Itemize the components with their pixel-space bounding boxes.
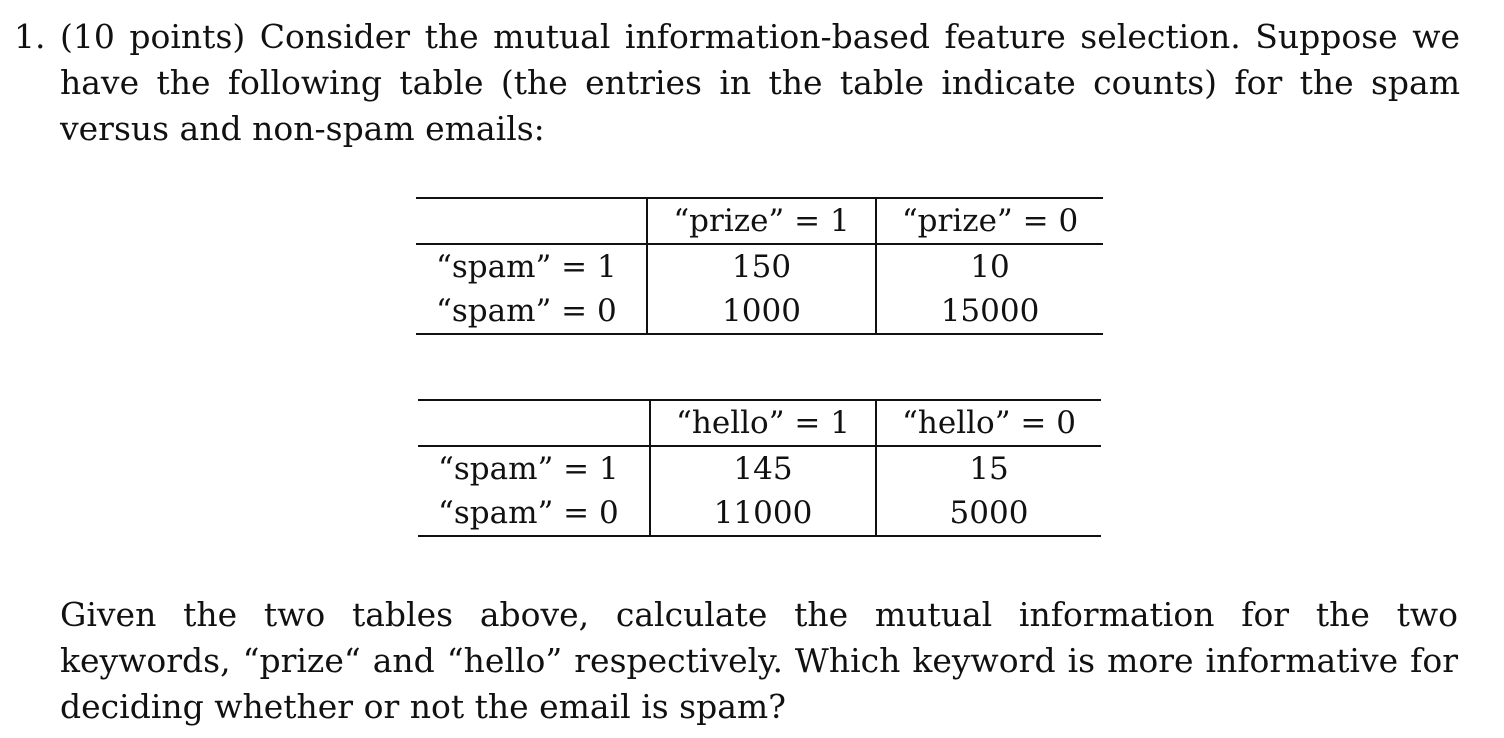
question-number: 1.: [14, 17, 46, 56]
count-cell: 1000: [647, 289, 876, 334]
row-label: “spam” = 1: [416, 244, 647, 289]
table-row: [416, 289, 1103, 334]
prize-contingency-table: [416, 197, 1103, 335]
table-row: [418, 491, 1101, 536]
count-cell: 11000: [650, 491, 876, 536]
count-cell: 15: [969, 451, 1009, 487]
table-row: [418, 446, 1101, 491]
hello-contingency-table: [418, 399, 1101, 537]
problem-intro: [14, 14, 1460, 152]
table-header-row: [416, 198, 1103, 244]
column-header: “prize” = 0: [876, 198, 1103, 244]
table-header-row: [418, 400, 1101, 446]
question-intro-text: (10 points) Consider the mutual information-based feature selection. Suppose we have the following table (the entries in the table indicate counts) for the spam versus and non-spam emails:: [60, 17, 1460, 148]
question-prompt: Given the two tables above, calculate the mutual information for the two keywords, “prize“ and “hello” respectively. Which keyword is more informative for deciding whether or not the email is spam?: [60, 595, 1458, 726]
count-cell: 145: [650, 446, 876, 491]
count-cell: 15000: [876, 289, 1103, 334]
count-cell: 10: [970, 249, 1010, 285]
problem-1: [14, 14, 1460, 152]
row-label: “spam” = 0: [416, 289, 647, 334]
row-label: “spam” = 1: [418, 446, 650, 491]
row-label: “spam” = 0: [418, 491, 650, 536]
table-row: [416, 244, 1103, 289]
table-corner-cell: [418, 400, 650, 446]
count-cell: 5000: [876, 491, 1101, 536]
column-header: “prize” = 1: [647, 198, 876, 244]
column-header: “hello” = 0: [876, 400, 1101, 446]
count-cell: 150: [647, 244, 876, 289]
table-corner-cell: [416, 198, 647, 244]
column-header: “hello” = 1: [650, 400, 876, 446]
